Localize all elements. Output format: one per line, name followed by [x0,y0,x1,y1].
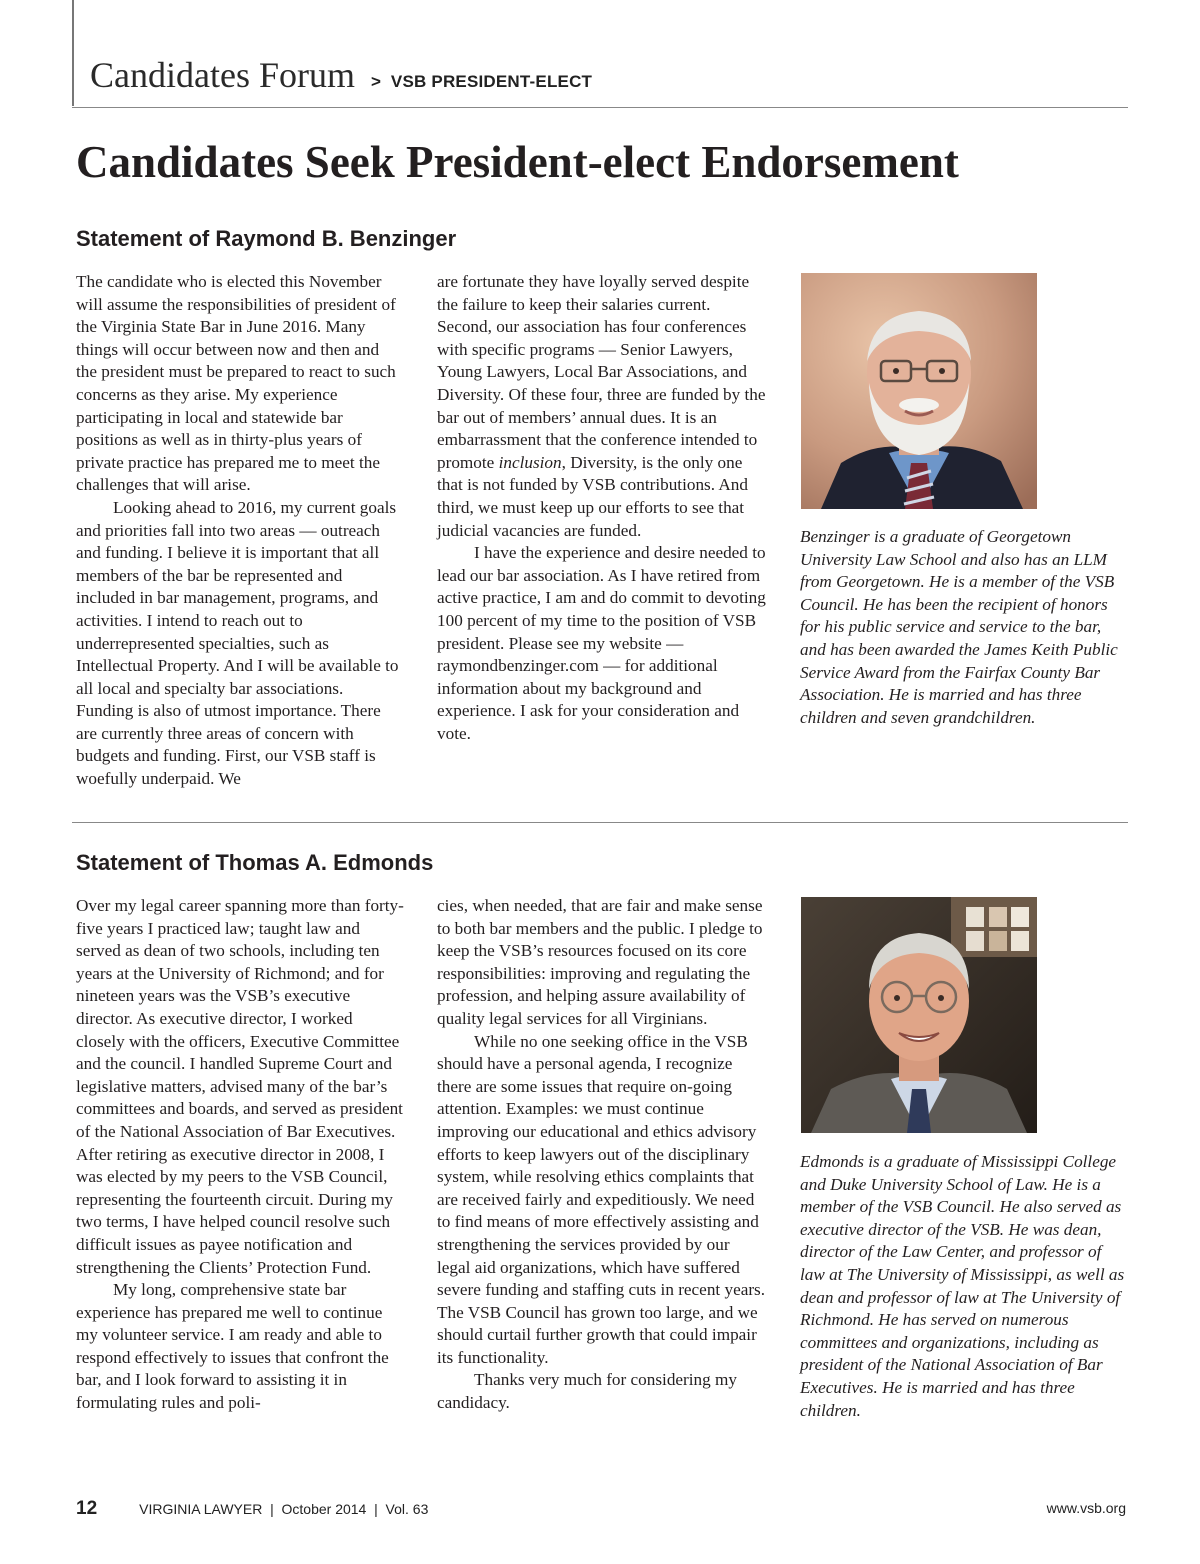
paragraph: Thanks very much for considering my candidacy. [437,1370,737,1413]
page-number: 12 [76,1498,98,1519]
paragraph: The candidate who is elected this November will assume the responsibilities of president of the Virginia State Bar in June 2016. Many things will occur between now and then and the president must be prepared to react to such concerns as they arise. My experience participating in local and statewide bar positions as well as in thirty-plus years of private practice has prepared me to meet the challenges that will arise. [76,272,396,495]
emphasis-text: inclusion [498,452,562,472]
paragraph: Over my legal career spanning more than forty-five years I practiced law; taught law and served as dean of two schools, including ten years at the University of Richmond; and for nineteen years was the VSB’s executive director. As executive director, I worked closely with the officers, Executive Committee and the council. I handled Supreme Court and legislative matters, advised many of the bar’s committees and boards, and served as president of the National Association of Bar Executives. After retiring as executive director in 2008, I was elected by my peers to the VSB Council, representing the fourteenth circuit. During my two terms, I have helped council resolve such difficult issues as payee notification and strengthening the Clients’ Protection Fund. [76,896,404,1277]
paragraph: Looking ahead to 2016, my current goals and priorities fall into two areas — outreach and funding. I believe it is important that all members of the bar be represented and included in bar management, programs, and activities. I intend to reach out to underrepresented specialties, such as Intellectual Property. And I will be available to all local and specialty bar associations. Funding is also of utmost importance. There are currently three areas of concern with budgets and funding. First, our VSB staff is woefully underpaid. We [76,497,399,789]
benzinger-column-2 [437,271,767,745]
paragraph: cies, when needed, that are fair and make sense to both bar members and the public. I pledge to keep the VSB’s resources focused on its core responsibilities: improving and regulating the profession, and helping assure availability of quality legal services for all Virginians. [437,896,763,1028]
section-header [90,54,592,96]
section-subtitle: VSB PRESIDENT-ELECT [390,72,593,91]
paragraph-text: , Diversity, is the only one that is not funded by VSB contributions. And third, we must keep up our efforts to see that judicial vacancies are funded. [437,452,748,540]
edmonds-column-2 [437,895,767,1415]
paragraph [437,271,767,542]
statement-heading-edmonds: Statement of Thomas A. Edmonds [76,850,434,875]
benzinger-column-1 [76,271,404,791]
breadcrumb-separator: > [370,72,381,91]
publication-info: VIRGINIA LAWYER | October 2014 | Vol. 63 [139,1501,429,1517]
header-divider [72,107,1128,108]
edmonds-column-1 [76,895,404,1415]
statement-heading-benzinger: Statement of Raymond B. Benzinger [76,226,457,251]
edmonds-bio-caption: Edmonds is a graduate of Mississippi College and Duke University School of Law. He is a member of the VSB Council. He also served as executive director of the VSB. He was dean, director of the Law Center, and professor of law at The University of Mississippi, as well as dean and professor of law at The University of Richmond. He has served on numerous committees and organizations, including as president of the National Association of Bar Executives. He is married and has three children. [800,1152,1125,1420]
section-divider [72,822,1128,823]
paragraph: While no one seeking office in the VSB should have a personal agenda, I recognize there are some issues that require on-going attention. Examples: we must continue improving our educational and ethics advisory efforts to keep lawyers out of the disciplinary system, while resolving ethics complaints that are received fairly and expeditiously. We need to find means of more effectively assisting and strengthening the services provided by our legal aid organizations, which have suffered severe funding and staffing cuts in recent years. The VSB Council has grown too large, and we should curtail further growth that could impair its functionality. [437,1031,766,1367]
edmonds-photo [801,897,1037,1133]
portrait-illustration [801,897,1037,1133]
header-vertical-rule [72,0,74,106]
paragraph: My long, comprehensive state bar experience has prepared me well to continue my volunteer service. I am ready and able to respond effectively to issues that confront the bar, and I look forward to assisting it in formulating rules and poli- [76,1280,389,1413]
paragraph-text: are fortunate they have loyally served despite the failure to keep their salaries current. Second, our association has four conferences with specific programs — Senior Lawyers, Young Lawyers, Local Bar Associations, and Diversity. Of these four, three are funded by the bar out of members’ annual dues. It is an embarrassment that the conference intended to promote [437,272,766,472]
benzinger-photo [801,273,1037,509]
page-title: Candidates Seek President-elect Endorsement [76,137,959,187]
footer-website: www.vsb.org [1046,1500,1126,1516]
footer-left [76,1498,428,1520]
section-title: Candidates Forum [90,55,355,95]
paragraph: I have the experience and desire needed to lead our bar association. As I have retired from active practice, I am and do commit to devoting 100 percent of my time to the position of VSB president. Please see my website — raymondbenzinger.com — for additional information about my background and experience. I ask for your consideration and vote. [437,543,766,743]
benzinger-bio-caption: Benzinger is a graduate of Georgetown University Law School and also has an LLM from Georgetown. He is a member of the VSB Council. He has been the recipient of honors for his public service and service to the bar, and has been awarded the James Keith Public Service Award from the Fairfax County Bar Association. He is married and has three children and seven grandchildren. [800,527,1118,727]
portrait-illustration [801,273,1037,509]
